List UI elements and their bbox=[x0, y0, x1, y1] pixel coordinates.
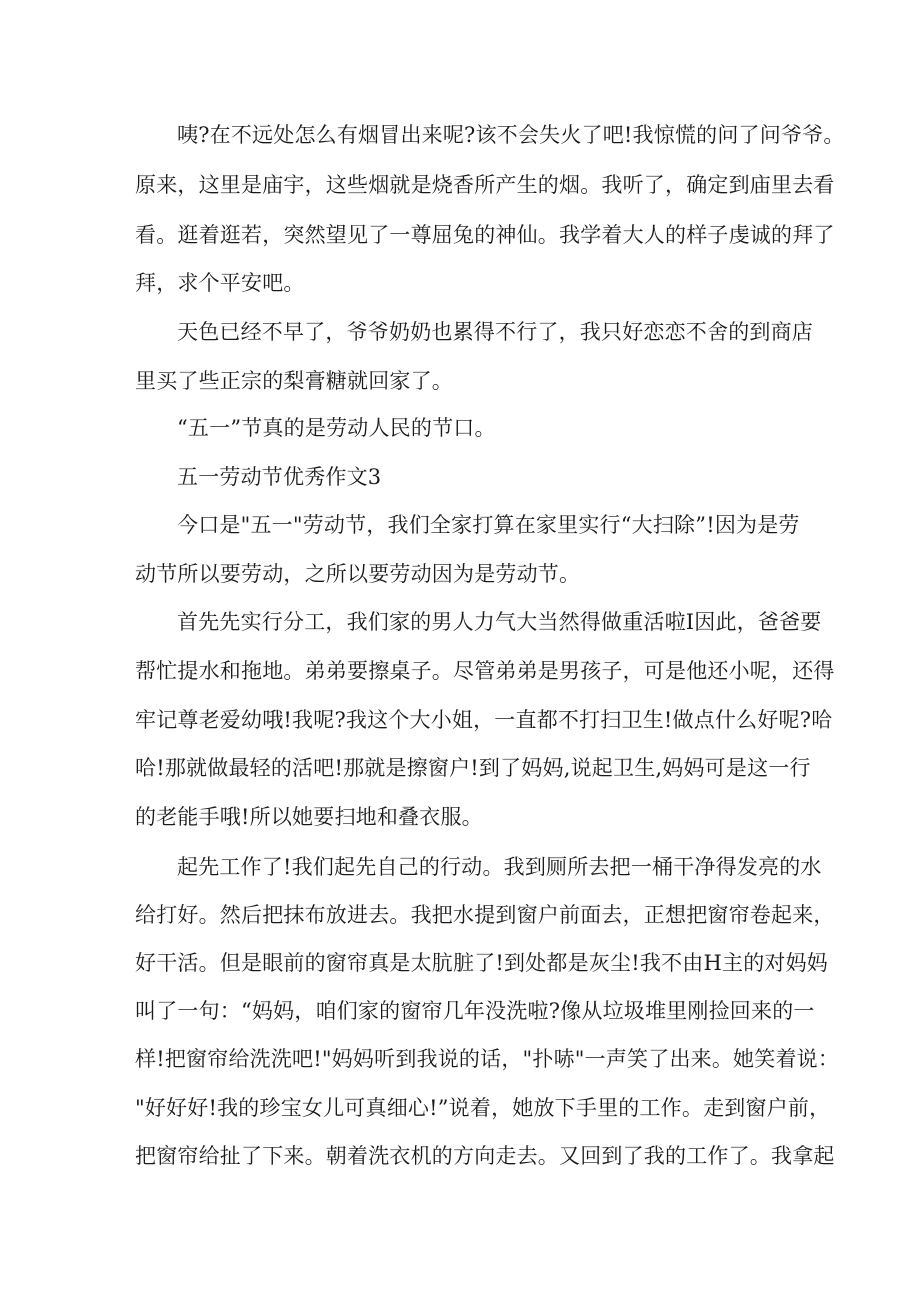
text-line-3: 看。逛着逛若，突然望见了一尊屈兔的神仙。我学着大人的样子虔诚的拜了 bbox=[135, 223, 835, 247]
text-line-12: 帮忙提水和拖地。弟弟要擦桌子。尽管弟弟是男孩子，可是他还小呢，还得 bbox=[135, 659, 835, 683]
text-line-7: “五一”节真的是劳动人民的节口。 bbox=[177, 416, 496, 440]
text-line-17: 给打好。然后把抹布放进去。我把水提到窗户前面去，正想把窗帘卷起来， bbox=[135, 903, 835, 927]
text-line-4: 拜，求个平安吧。 bbox=[135, 271, 305, 295]
text-line-19: 叫了一句：“妈妈，咱们家的窗帘几年没洗啦?像从垃圾堆里刚捡回来的一 bbox=[135, 999, 815, 1023]
text-line-15: 的老能手哦!所以她要扫地和叠衣服。 bbox=[135, 805, 483, 829]
text-line-20: 样!把窗帘给洗洗吧!"妈妈听到我说的话，"扑哧"一声笑了出来。她笑着说： bbox=[135, 1047, 840, 1071]
text-line-2: 原来，这里是庙宇，这些烟就是烧香所产生的烟。我听了，确定到庙里去看 bbox=[135, 173, 835, 197]
text-line-9: 今口是"五一"劳动节，我们全家打算在家里实行“大扫除”!因为是劳 bbox=[177, 513, 800, 537]
text-line-18: 好干活。但是眼前的窗帘真是太肮脏了!到处都是灰尘!我不由H主的对妈妈 bbox=[135, 951, 828, 975]
section-heading: 五一劳动节优秀作文3 bbox=[177, 465, 382, 489]
text-line-22: 把窗帘给扯了下来。朝着洗衣机的方向走去。又回到了我的工作了。我拿起 bbox=[135, 1144, 835, 1168]
text-line-1: 咦?在不远处怎么有烟冒出来呢?该不会失火了吧!我惊慌的问了问爷爷。 bbox=[177, 123, 845, 147]
text-line-16: 起先工作了!我们起先自己的行动。我到厕所去把一桶干净得发亮的水 bbox=[177, 855, 822, 879]
text-line-21: "好好好!我的珍宝女儿可真细心!”说着，她放下手里的工作。走到窗户前， bbox=[135, 1096, 831, 1120]
text-line-5: 天色已经不早了，爷爷奶奶也累得不行了，我只好恋恋不舍的到商店 bbox=[177, 320, 813, 344]
text-line-11: 首先先实行分工，我们家的男人力气大当然得做重活啦I因此，爸爸要 bbox=[177, 610, 822, 634]
text-line-14: 哈!那就做最轻的活吧!那就是擦窗户!到了妈妈,说起卫生,妈妈可是这一行 bbox=[135, 756, 811, 780]
text-line-10: 动节所以要劳动，之所以要劳动因为是劳动节。 bbox=[135, 562, 581, 586]
text-line-13: 牢记尊老爱幼哦!我呢?我这个大小姐，一直都不打扫卫生!做点什么好呢?哈 bbox=[135, 708, 833, 732]
text-line-6: 里买了些正宗的梨膏糖就回家了。 bbox=[135, 369, 453, 393]
